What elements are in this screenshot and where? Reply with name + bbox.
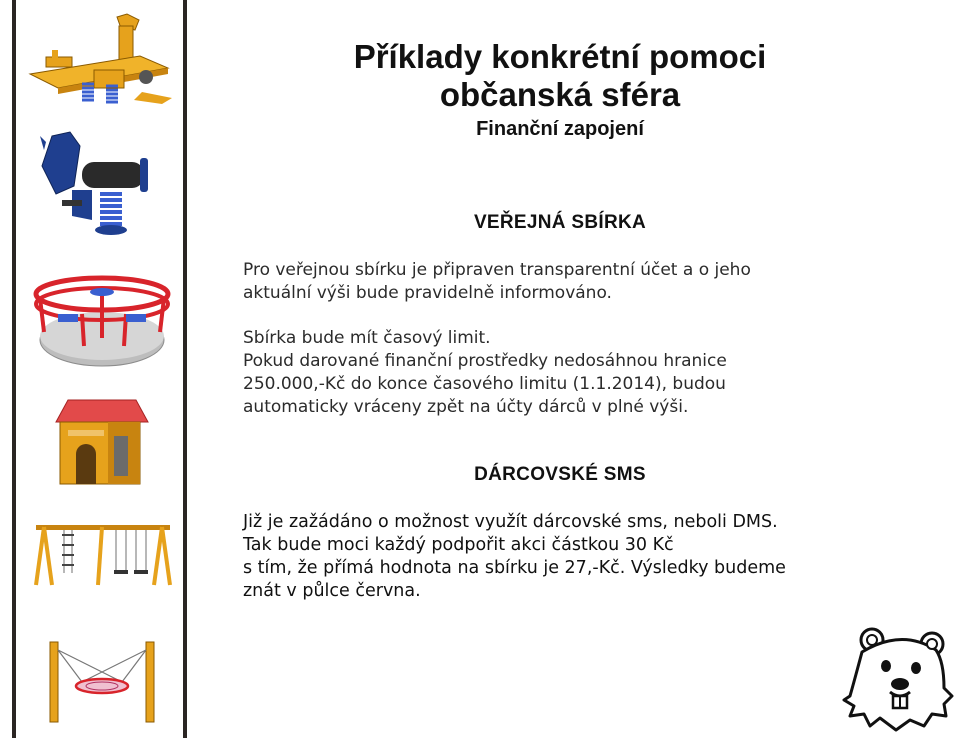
paragraph-line: aktuální výši bude pravidelně informováno. (243, 283, 612, 303)
swing-set-icon (22, 515, 180, 595)
paragraph-line: automaticky vráceny zpět na účty dárců v plné výši. (243, 397, 689, 417)
sidebar (0, 0, 190, 738)
spring-seesaw-icon (22, 12, 180, 107)
sidebar-right-rule (183, 0, 187, 738)
title-block (240, 38, 880, 142)
paragraph-time-limit (243, 327, 883, 419)
page-title-line1: Příklady konkrétní pomoci (353, 38, 767, 75)
section-heading-verejna-sbirka: VEŘEJNÁ SBÍRKA (473, 212, 647, 233)
paragraph-line: znát v půlce června. (243, 581, 421, 601)
paragraph-line: s tím, že přímá hodnota na sbírku je 27,-Kč. Výsledky budeme (243, 558, 786, 578)
playhouse-icon (22, 396, 180, 488)
paragraph-line: Již je zažádáno o možnost využít dárcovské sms, neboli DMS. (243, 512, 778, 532)
page-title-line2: občanská sféra (439, 76, 681, 113)
paragraph-line: Pro veřejnou sbírku je připraven transparentní účet a o jeho (243, 260, 751, 280)
carousel-icon (22, 270, 180, 370)
paragraph-transparent-account (243, 259, 883, 305)
paragraph-line: Tak bude moci každý podpořit akci částkou 30 Kč (243, 535, 674, 555)
paragraph-line: Sbírka bude mít časový limit. (243, 328, 491, 348)
section-heading-darcovske-sms: DÁRCOVSKÉ SMS (474, 464, 646, 485)
spring-horse-icon (22, 128, 180, 238)
beaver-mascot-icon (840, 622, 955, 734)
paragraph-line: Pokud darované finanční prostředky nedosáhnou hranice (243, 351, 727, 371)
paragraph-dms (243, 511, 883, 603)
sidebar-left-rule (12, 0, 16, 738)
page-subtitle: Finanční zapojení (476, 118, 644, 140)
paragraph-line: 250.000,-Kč do konce časového limitu (1.1.2014), budou (243, 374, 726, 394)
nest-swing-icon (22, 636, 180, 726)
